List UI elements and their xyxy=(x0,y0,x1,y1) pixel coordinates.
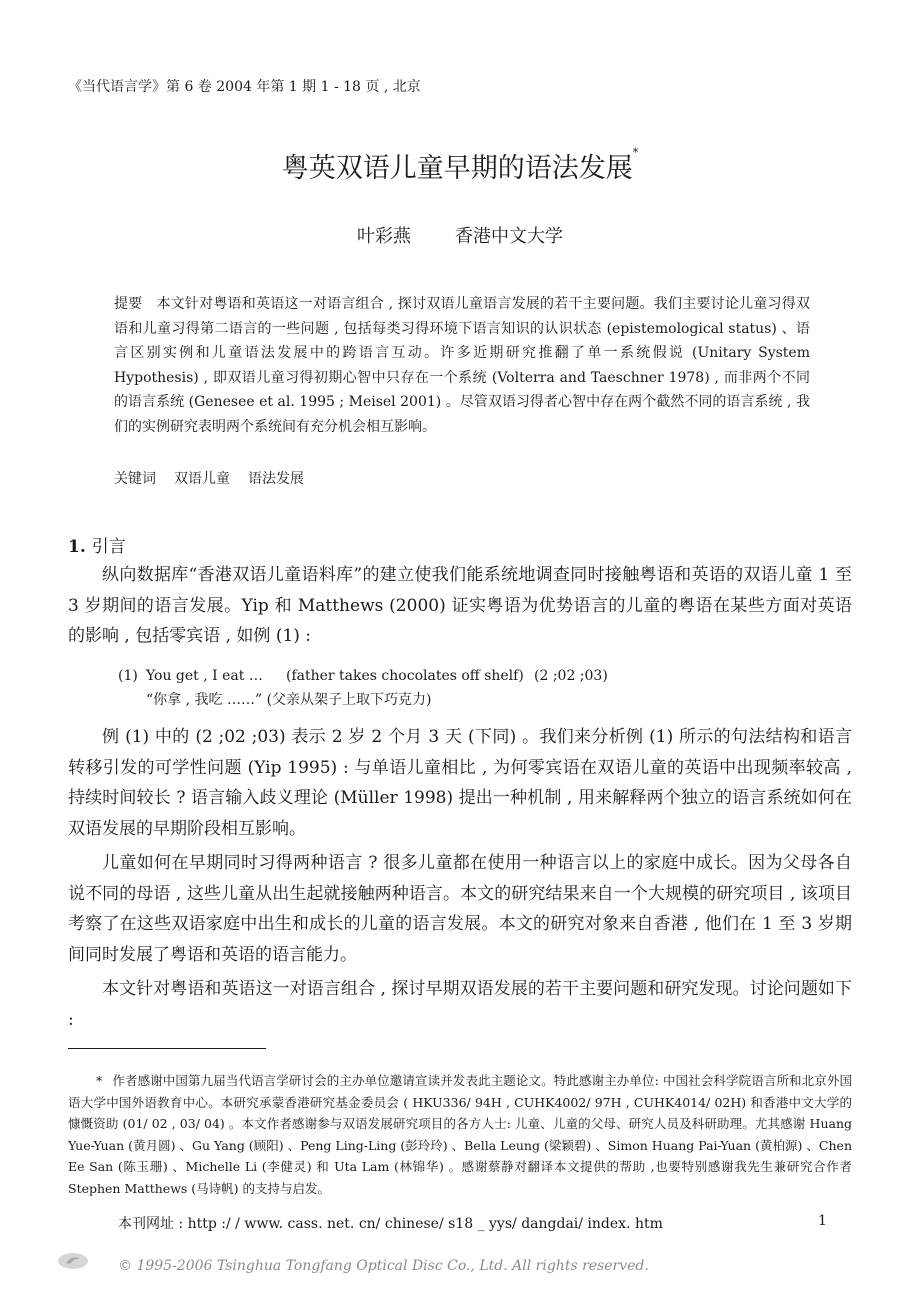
paragraph-3 xyxy=(68,848,852,970)
example-english-row xyxy=(118,664,608,688)
section-title: 引言 xyxy=(91,537,126,557)
keyword-item: 语法发展 xyxy=(248,471,304,487)
abstract xyxy=(114,292,810,439)
paragraph-1 xyxy=(68,560,852,652)
author-affiliation: 香港中文大学 xyxy=(455,226,563,247)
paragraph-text: 例 (1) 中的 (2 ;02 ;03) 表示 2 岁 2 个月 3 天 (下同) 。我们来分析例 (1) 所示的句法结构和语言转移引发的可学性问题 (Yip 1995) : 与单语儿童相比 , 为何零宾语在双语儿童的英语中出现频率较高 , 持续时间较长 ? 语言输入歧义理论 (Müller 1998) 提出一种机制 , 用来解释两个独立的语言系统如何在双语发展的早期阶段相互影响。 xyxy=(68,727,852,839)
title-footnote-mark[interactable]: * xyxy=(632,146,639,159)
keywords-label: 关键词 xyxy=(114,471,156,487)
example-translation: “你拿 , 我吃 ……” (父亲从架子上取下巧克力) xyxy=(146,692,432,708)
paragraph-text: 本文针对粤语和英语这一对语言组合 , 探讨早期双语发展的若干主要问题和研究发现。讨论问题如下 : xyxy=(68,979,852,1030)
copyright-notice: © 1995-2006 Tsinghua Tongfang Optical Disc Co., Ltd. All rights reserved. xyxy=(118,1258,649,1274)
title-text: 粤英双语儿童早期的语法发展 xyxy=(281,153,633,184)
footnote-divider xyxy=(68,1048,266,1049)
section-heading xyxy=(68,532,126,557)
footnote xyxy=(68,1070,852,1199)
footnote-text: 作者感谢中国第九届当代语言学研讨会的主办单位邀请宣读并发表此主题论文。特此感谢主办单位: 中国社会科学院语言所和北京外国语大学中国外语教育中心。本研究承蒙香港研究基金委员会 ( HKU336/ 94H , CUHK4002/ 97H , CUHK4014/ 02H) 和香港中文大学的慷慨资助 (01/ 02 , 03/ 04) 。本文作者感谢参与双语发展研究项目的各方人士: 儿童、儿童的父母、研究人员及科研助理。尤其感谢 Huang Yue-Yuan (黄月圆) 、Gu Yang (顾阳) 、Peng Ling-Ling (彭玲玲) 、Bella Leung (梁颖碧) 、Simon Huang Pai-Yuan (黄柏源) 、Chen Ee San (陈玉珊) 、Michelle Li (李健灵) 和 Uta Lam (林锦华) 。感谢蔡静对翻译本文提供的帮助 ,也要特别感谢我先生兼研究合作者 Stephen Matthews (马诗帆) 的支持与启发。 xyxy=(68,1073,852,1196)
paragraph-2 xyxy=(68,722,852,844)
abstract-label: 提要 xyxy=(114,296,143,312)
example-age: (2 ;02 ;03) xyxy=(534,668,608,684)
example-1 xyxy=(118,664,608,712)
paper-title xyxy=(0,146,920,185)
author-line xyxy=(0,222,920,248)
example-chinese-row xyxy=(118,688,608,712)
paragraph-4 xyxy=(68,974,852,1035)
publisher-logo-icon xyxy=(56,1250,90,1272)
example-number: (1) xyxy=(118,668,138,684)
keywords xyxy=(114,468,322,488)
paragraph-text: 儿童如何在早期同时习得两种语言 ? 很多儿童都在使用一种语言以上的家庭中成长。因为父母各自说不同的母语 , 这些儿童从出生起就接触两种语言。本文的研究结果来自一个大规模的研究项目 , 该项目考察了在这些双语家庭中出生和成长的儿童的语言发展。本文的研究对象来自香港 , 他们在 1 至 3 岁期间同时发展了粤语和英语的语言能力。 xyxy=(68,853,852,965)
abstract-text: 本文针对粤语和英语这一对语言组合 , 探讨双语儿童语言发展的若干主要问题。我们主要讨论儿童习得双语和儿童习得第二语言的一些问题 , 包括每类习得环境下语言知识的认识状态 (epistemological status) 、语言区别实例和儿童语法发展中的跨语言互动。许多近期研究推翻了单一系统假说 (Unitary System Hypothesis) , 即双语儿童习得初期心智中只存在一个系统 (Volterra and Taeschner 1978) , 而非两个不同的语言系统 (Genesee et al. 1995 ; Meisel 2001) 。尽管双语习得者心智中存在两个截然不同的语言系统 , 我们的实例研究表明两个系统间有充分机会相互影响。 xyxy=(114,296,810,435)
keyword-item: 双语儿童 xyxy=(174,471,230,487)
example-context: (father takes chocolates off shelf) xyxy=(286,668,524,684)
author-name: 叶彩燕 xyxy=(357,226,411,247)
journal-header: 《当代语言学》第 6 卷 2004 年第 1 期 1 - 18 页 , 北京 xyxy=(68,79,421,95)
paragraph-text: 纵向数据库“香港双语儿童语料库”的建立使我们能系统地调查同时接触粤语和英语的双语儿童 1 至 3 岁期间的语言发展。Yip 和 Matthews (2000) 证实粤语为优势语言的儿童的粤语在某些方面对英语的影响 , 包括零宾语 , 如例 (1) : xyxy=(68,565,852,646)
footnote-mark: * xyxy=(96,1073,103,1088)
page-number: 1 xyxy=(818,1213,827,1229)
journal-website[interactable]: 本刊网址 : http :/ / www. cass. net. cn/ chinese/ s18 _ yys/ dangdai/ index. htm xyxy=(118,1216,663,1232)
example-utterance: You get , I eat … xyxy=(146,668,263,684)
section-number: 1. xyxy=(68,537,86,557)
